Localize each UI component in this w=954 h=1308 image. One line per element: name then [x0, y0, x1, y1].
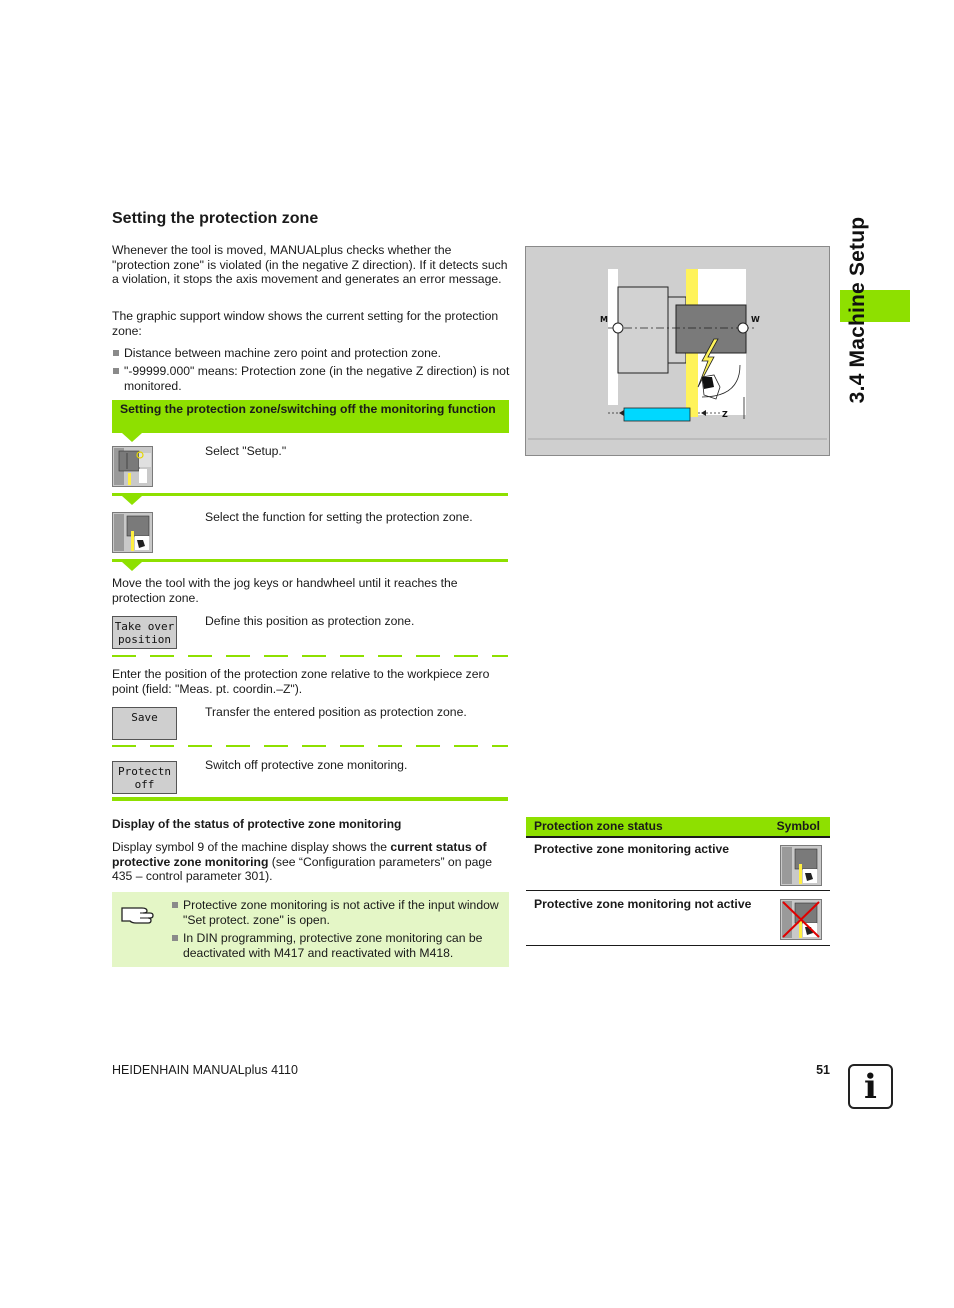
- arrow-down-icon: [122, 496, 142, 505]
- display-status-heading: Display of the status of protective zone monitoring: [112, 817, 402, 831]
- status-table-header: [526, 817, 830, 836]
- monitoring-inactive-icon: [780, 899, 822, 940]
- page-number: 51: [816, 1063, 830, 1077]
- dashed-divider: [112, 655, 508, 657]
- procedure-title: Setting the protection zone/switching off the monitoring function: [112, 400, 509, 433]
- arrow-down-icon: [122, 433, 142, 442]
- info-icon: i: [848, 1064, 893, 1109]
- protection-zone-icon[interactable]: [112, 512, 153, 553]
- footer-text: HEIDENHAIN MANUALplus 4110: [112, 1063, 298, 1077]
- take-over-position-text: Define this position as protection zone.: [205, 614, 415, 628]
- note-item: Protective zone monitoring is not active if the input window "Set protect. zone" is open.: [183, 898, 505, 927]
- take-over-position-softkey[interactable]: Take over position: [112, 616, 177, 649]
- col-status-header: Protection zone status: [534, 819, 663, 833]
- table-row-status: Protective zone monitoring not active: [534, 897, 752, 911]
- figure-label-z: Z: [722, 410, 728, 419]
- procedure-end-divider: [112, 797, 508, 801]
- bullet-item: Distance between machine zero point and protection zone.: [112, 346, 510, 361]
- table-row-status: Protective zone monitoring active: [534, 842, 730, 856]
- setup-icon[interactable]: [112, 446, 153, 487]
- protectn-off-text: Switch off protective zone monitoring.: [205, 758, 408, 772]
- figure-label-m: M: [600, 315, 608, 324]
- monitoring-active-icon: [780, 845, 822, 886]
- dashed-divider: [112, 745, 508, 747]
- step-divider: [112, 559, 508, 562]
- step-divider: [112, 493, 508, 496]
- note-item: In DIN programming, protective zone monitoring can be deactivated with M417 and reactivated with M418.: [183, 931, 505, 960]
- col-symbol-header: Symbol: [776, 819, 820, 833]
- section-title: 3.4 Machine Setup: [845, 216, 869, 404]
- intro-paragraph-2: The graphic support window shows the current setting for the protection zone:: [112, 309, 499, 338]
- section-heading: Setting the protection zone: [112, 210, 319, 227]
- move-tool-text: Move the tool with the jog keys or handwheel until it reaches the protection zone.: [112, 576, 458, 605]
- step-2-text: Select the function for setting the protection zone.: [205, 510, 473, 524]
- bullet-item: "-99999.000" means: Protection zone (in the negative Z direction) is not monitored.: [112, 364, 510, 393]
- figure-label-w: W: [751, 315, 760, 324]
- save-text: Transfer the entered position as protection zone.: [205, 705, 467, 719]
- machine-figure: [525, 246, 830, 456]
- protectn-off-softkey[interactable]: Protectn off: [112, 761, 177, 794]
- arrow-down-icon: [122, 562, 142, 571]
- save-softkey[interactable]: Save: [112, 707, 177, 740]
- intro-paragraph-1: Whenever the tool is moved, MANUALplus checks whether the "protection zone" is violated (in the negative Z direction). If it detects such a violation, it stops the axis movement and generates an error message.: [112, 243, 508, 286]
- display-status-paragraph: Display symbol 9 of the machine display shows the current status of protective zone monitoring (see “Configuration parameters” on page 435 – control parameter 301).: [112, 840, 492, 883]
- pointing-hand-icon: [120, 900, 160, 926]
- enter-position-text: Enter the position of the protection zone relative to the workpiece zero point (field: "Meas. pt. coordin.–Z").: [112, 667, 490, 696]
- step-1-text: Select "Setup.": [205, 444, 287, 458]
